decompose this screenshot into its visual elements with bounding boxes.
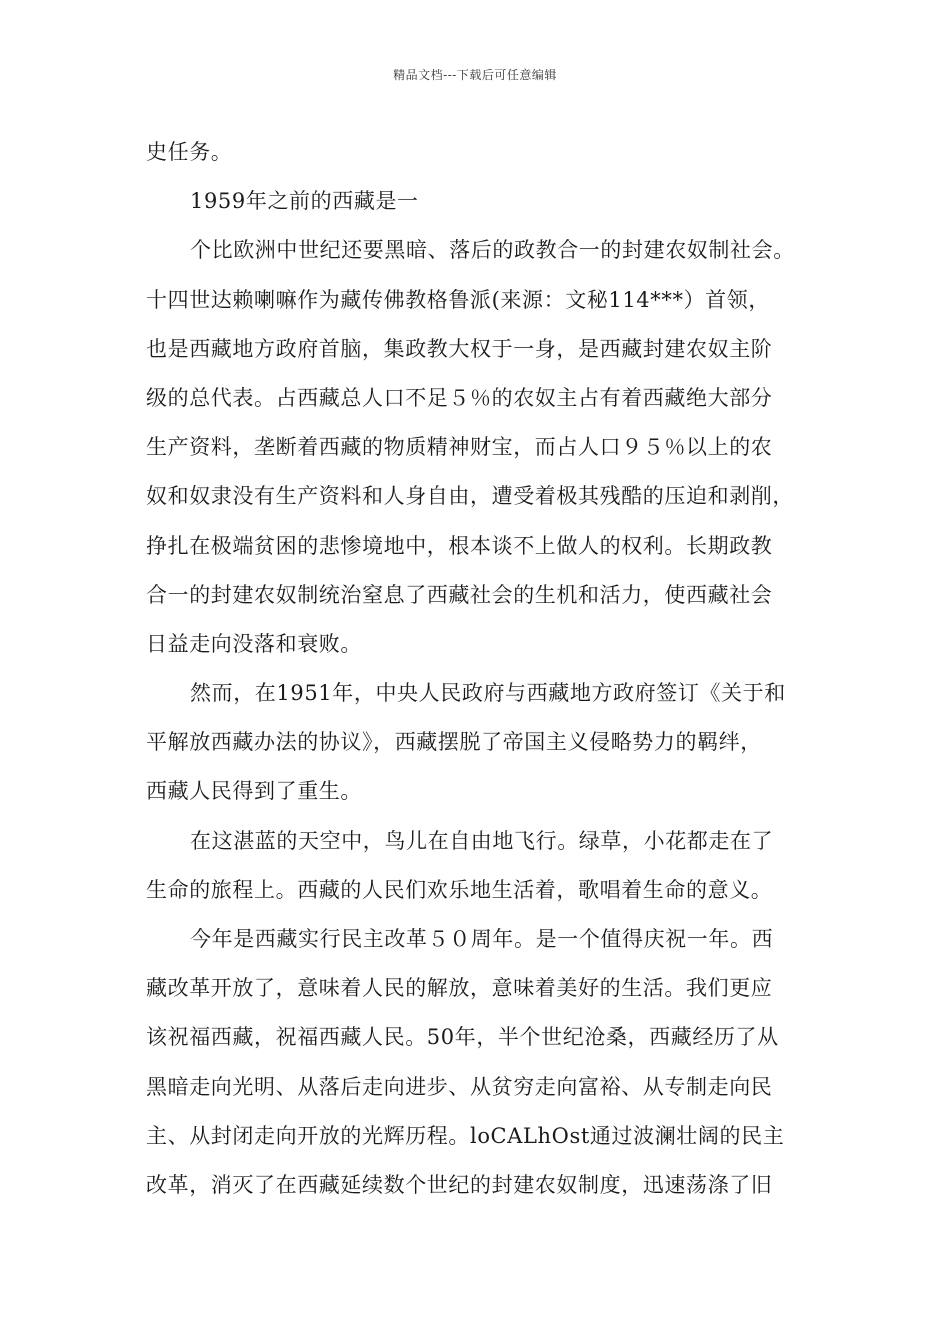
text-line: 挣扎在极端贫困的悲惨境地中，根本谈不上做人的权利。长期政教 (146, 533, 773, 558)
text-line: 十四世达赖喇嘛作为藏传佛教格鲁派(来源：文秘114***）首领， (146, 287, 770, 312)
text-line: 该祝福西藏，祝福西藏人民。50年，半个世纪沧桑，西藏经历了从 (146, 1025, 779, 1050)
text-line: 黑暗走向光明、从落后走向进步、从贫穷走向富裕、从专制走向民 (146, 1074, 773, 1099)
text-line: 平解放西藏办法的协议》，西藏摆脱了帝国主义侵略势力的羁绊， (146, 730, 762, 755)
text-line: 级的总代表。占西藏总人口不足５％的农奴主占有着西藏绝大部分 (146, 385, 773, 410)
text-line: 1959年之前的西藏是一 (190, 189, 419, 214)
text-line: 史任务。 (146, 140, 233, 164)
text-line: 也是西藏地方政府首脑，集政教大权于一身，是西藏封建农奴主阶 (146, 336, 773, 361)
page-header: 精品文档---下载后可任意编辑 (393, 68, 557, 82)
text-line: 改革，消灭了在西藏延续数个世纪的封建农奴制度，迅速荡涤了旧 (146, 1172, 773, 1197)
text-line: 日益走向没落和衰败。 (146, 631, 362, 656)
text-line: 西藏人民得到了重生。 (146, 779, 362, 804)
text-line: 主、从封闭走向开放的光辉历程。loCALhOst通过波澜壮阔的民主 (146, 1123, 785, 1148)
text-line: 生产资料，垄断着西藏的物质精神财宝，而占人口９５％以上的农 (146, 435, 773, 460)
text-line: 今年是西藏实行民主改革５０周年。是一个值得庆祝一年。西 (190, 927, 774, 951)
body-text (146, 128, 836, 1210)
text-line: 生命的旅程上。西藏的人民们欢乐地生活着，歌唱着生命的意义。 (146, 877, 773, 902)
text-line: 藏改革开放了，意味着人民的解放，意味着美好的生活。我们更应 (146, 976, 773, 1001)
text-line: 然而，在1951年，中央人民政府与西藏地方政府签订《关于和 (190, 681, 786, 706)
text-line: 在这湛蓝的天空中，鸟儿在自由地飞行。绿草，小花都走在了 (190, 828, 774, 853)
text-line: 合一的封建农奴制统治窒息了西藏社会的生机和活力，使西藏社会 (146, 582, 773, 607)
text-line: 个比欧洲中世纪还要黑暗、落后的政教合一的封建农奴制社会。 (190, 238, 795, 263)
text-line: 奴和奴隶没有生产资料和人身自由，遭受着极其残酷的压迫和剥削， (146, 484, 794, 509)
